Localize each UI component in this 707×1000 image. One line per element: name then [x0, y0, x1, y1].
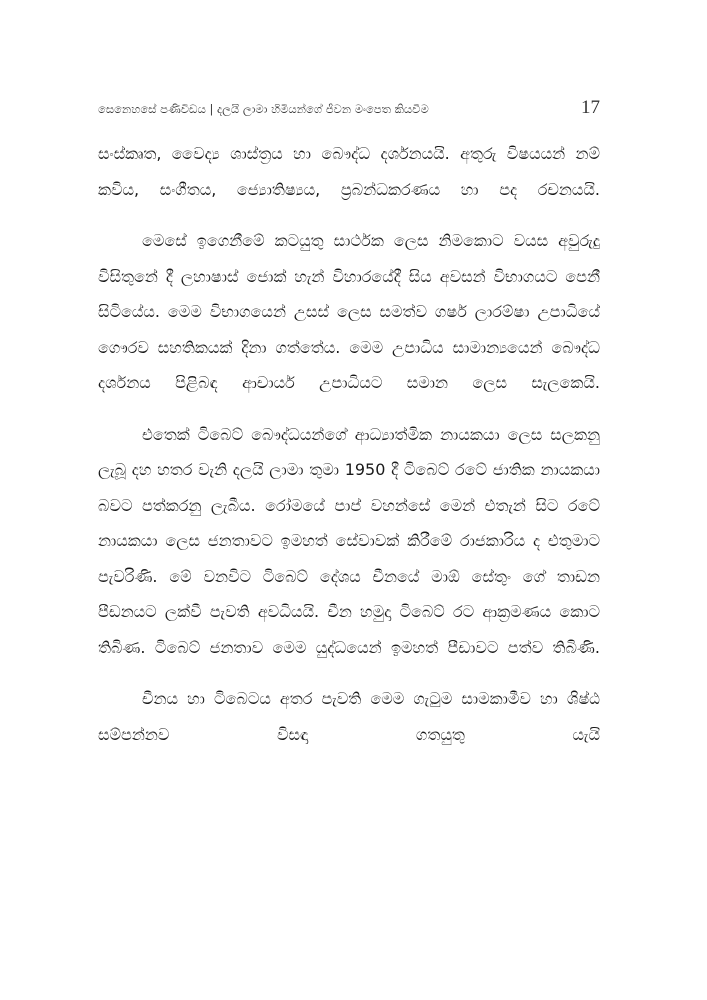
paragraph-3: එතෙක් ටිබෙට් බෞද්ධයන්ගේ ආධ්‍යාත්මික නායකයා ලෙස සලකනු ලැබූ දහ හතර වැනි දලයි ලාමා තුමා 1950 දී ටිබෙට් රටේ ජාතික නායකයා බවට පත්කරනු ලැබීය. රෝමයේ පාප් වහන්සේ මෙන් එතැන් සිට රටේ නායකයා ලෙස ජනතාවට ඉමහත් සේවාවක් කිරීමේ රාජකාරිය ද එතුමාට පැවරිණි. මේ වනවිට ටිබෙට් දේශය චීනයේ මාඕ සේතුං ගේ තාඩන පීඩනයට ලක්වී පැවති අවධියයි. චීන හමුදා ටිබෙට් රට ආක්‍රමණය කොට තිබිණ. ටිබෙට් ජනතාව මෙම යුද්ධයෙන් ඉමහත් පීඩාවට පත්ව තිබිණි.: [98, 424, 600, 657]
paragraph-4: චීනය හා ටිබෙටය අතර පැවති මෙම ගැටුම සාමකාමීව හා ශිෂ්ඨ සම්පන්නව විසඳා ගතයුතු යැයි: [98, 689, 600, 744]
paragraph-1: සංස්කෘත, වෛද්‍ය ශාස්ත්‍රය හා බෞද්ධ දර්ශනයයි. අතුරු විෂයයන් නම් කවිය, සංගීතය, ජ්‍යොතිෂ්‍යය, ප්‍රබන්ධකරණය හා පද රචනයයි.: [98, 144, 600, 199]
paragraph-2: මෙසේ ඉගෙනීමේ කටයුතු සාර්ථක ලෙස නිමකොට වයස අවුරුදු විසිතුනේ දී ලහාෂාස් ජොක් හැන් විහාරයේදී සිය අවසන් විභාගයට පෙනී සිටියේය. මෙම විභාගයෙන් උසස් ලෙස සමත්ව ගර්ෂ ලාරම්ෂා උපාධියේ ගෞරව සහතිකයක් දිනා ගත්තේය. මෙම උපාධිය සාමාන්‍යයෙන් බෞද්ධ දර්ශනය පිළිබඳ ආචාර්ය උපාධියට සමාන ලෙස සැලකෙයි.: [98, 231, 600, 392]
running-title: සෙනෙහසේ පණිවිඩය | දලයි ලාමා හිමියන්ගේ ජීවන මංපෙත කියවීම: [98, 102, 429, 116]
body-text: [98, 136, 600, 752]
running-header: [98, 97, 600, 121]
page-number: 17: [581, 97, 600, 118]
